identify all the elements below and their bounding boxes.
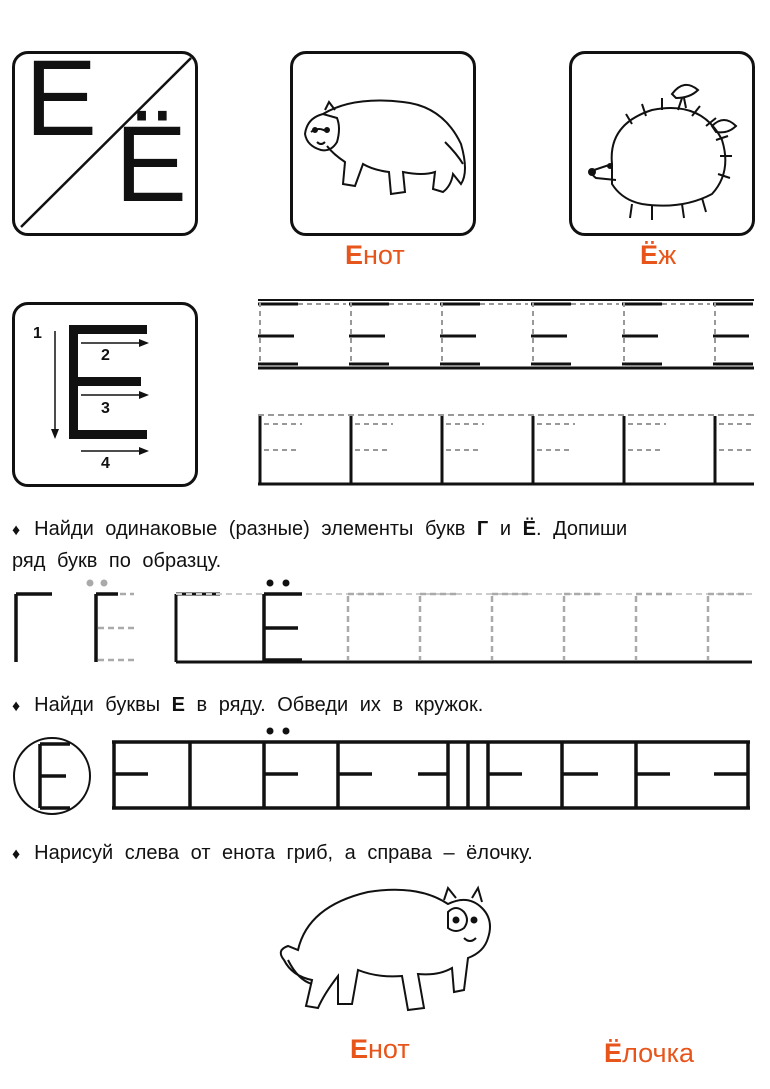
instruction-2-text-a: Найди буквы bbox=[34, 694, 161, 716]
instruction-1-text-b: . Допиши bbox=[535, 518, 628, 540]
instruction-1-letter-g: Г bbox=[476, 518, 489, 540]
letter-card bbox=[12, 37, 198, 236]
instruction-1-and: и bbox=[499, 518, 511, 540]
stroke-number-4: 4 bbox=[101, 455, 110, 472]
stroke-number-1: 1 bbox=[33, 325, 42, 342]
instruction-3-text: Нарисуй слева от енота гриб, а справа – ёлочку. bbox=[34, 842, 533, 864]
bottom-raccoon-rest: нот bbox=[368, 1034, 410, 1064]
instruction-1-letter-yo: Ё bbox=[522, 518, 536, 540]
bottom-tree-caption bbox=[604, 1038, 694, 1069]
raccoon-card bbox=[290, 51, 476, 236]
practice-row-verticals bbox=[258, 412, 754, 488]
instruction-2 bbox=[12, 690, 758, 722]
instruction-3 bbox=[12, 838, 758, 870]
bottom-tree-first: Ё bbox=[604, 1038, 623, 1068]
hedgehog-caption-rest: ж bbox=[658, 240, 677, 270]
hedgehog-card bbox=[569, 51, 755, 236]
raccoon-caption-first: Е bbox=[345, 240, 364, 270]
bottom-raccoon-caption bbox=[350, 1034, 410, 1065]
letter-yo-big: Ё bbox=[115, 103, 188, 224]
stroke-number-2: 2 bbox=[101, 347, 110, 364]
hedgehog-caption bbox=[640, 240, 676, 271]
instruction-1-line-2: ряд букв по образцу. bbox=[12, 550, 222, 572]
bottom-raccoon-image bbox=[268, 880, 508, 1030]
stroke-number-3: 3 bbox=[101, 400, 110, 417]
instruction-2-letter-e: Е bbox=[171, 694, 185, 716]
raccoon-caption-rest: нот bbox=[363, 240, 405, 270]
bullet-icon: ♦ bbox=[12, 698, 21, 715]
bullet-icon: ♦ bbox=[12, 522, 21, 539]
instruction-1 bbox=[12, 514, 758, 576]
instruction-1-text-a: Найди одинаковые (разные) элементы букв bbox=[34, 518, 466, 540]
instruction-2-text-b: в ряду. Обведи их в кружок. bbox=[196, 694, 484, 716]
stroke-order-card bbox=[12, 302, 198, 487]
raccoon-caption bbox=[345, 240, 405, 271]
bullet-icon: ♦ bbox=[12, 846, 21, 863]
letter-row-g-yo bbox=[10, 576, 770, 666]
practice-row-e-elements bbox=[258, 296, 754, 376]
bottom-raccoon-first: Е bbox=[350, 1034, 369, 1064]
raccoon-image bbox=[293, 54, 473, 233]
letter-e-big: Е bbox=[25, 37, 98, 158]
hedgehog-caption-first: Ё bbox=[640, 240, 659, 270]
letter-row-find-e bbox=[8, 726, 768, 816]
bottom-tree-rest: лочка bbox=[622, 1038, 695, 1068]
hedgehog-image bbox=[572, 54, 752, 233]
